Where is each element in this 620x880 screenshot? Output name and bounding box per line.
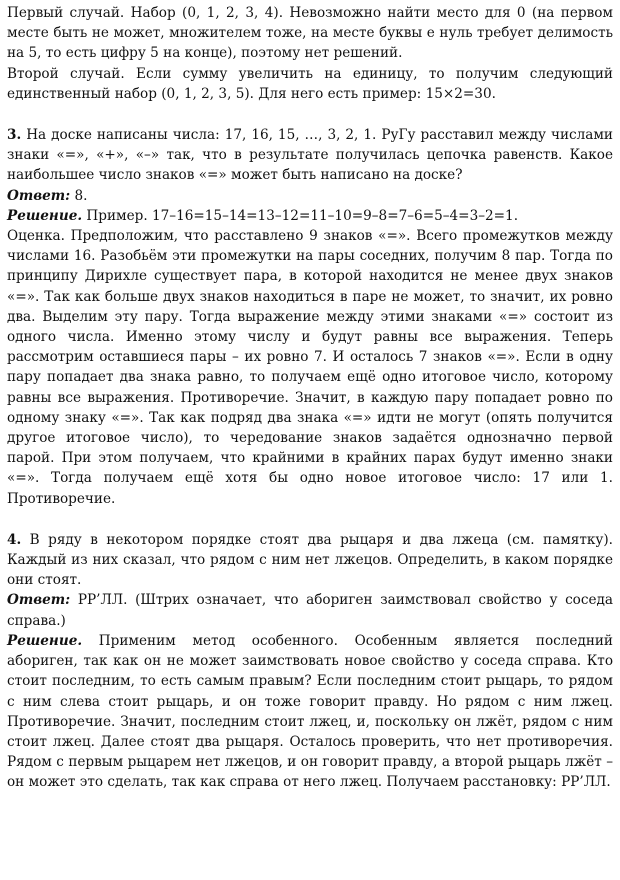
problem-4-text: В ряду в некотором порядке стоят два рыцаря и два лжеца (см. памятку). Каждый из них сказал, что рядом с ним нет лжецов. Определить, в каком порядке они стоят. xyxy=(7,531,613,589)
answer-label: Ответ: xyxy=(7,592,71,609)
problem-3-solution xyxy=(7,206,613,226)
solution-text: Применим метод особенного. Особенным является последний абориген, так как он не может заимствовать новое свойство у соседа справа. Кто стоит последним, то есть самым правым? Если последним стоит рыцарь, то рядом с ним слева стоит рыцарь, и он тоже говорит правду. Но рядом с ним лжец. Противоречие. Значит, последним стоит лжец, и, поскольку он лжёт, рядом с ним стоит лжец. Далее стоят два рыцаря. Осталось проверить, что нет противоречия. Рядом с первым рыцарем нет лжецов, и он говорит правду, а второй рыцарь лжёт – он может это сделать, так как справа от него лжец. Получаем расстановку: РР’ЛЛ. xyxy=(7,632,613,791)
answer-value: 8. xyxy=(74,187,88,204)
solution-example: Пример. 17–16=15–14=13–12=11–10=9–8=7–6=5–4=3–2=1. xyxy=(86,207,519,224)
problem-3-text: На доске написаны числа: 17, 16, 15, …, 3, 2, 1. РуГу расставил между числами знаки «=», «+», «–» так, что в результате получилась цепочка равенств. Какое наибольшее число знаков «=» может быть написано на доске? xyxy=(7,127,613,184)
problem-4-solution xyxy=(7,631,613,793)
answer-value: РР’ЛЛ. (Штрих означает, что абориген заимствовал свойство у соседа справа.) xyxy=(7,592,613,629)
section-gap xyxy=(7,509,613,530)
second-case-paragraph: Второй случай. Если сумму увеличить на единицу, то получим следующий единственный набор (0, 1, 2, 3, 5). Для него есть пример: 15×2=30. xyxy=(7,65,613,102)
solution-label: Решение. xyxy=(7,632,83,649)
problem-3-estimate: Оценка. Предположим, что расставлено 9 знаков «=». Всего промежутков между числами 16. Разобьём эти промежутки на пары соседних, получим 8 пар. Тогда по принципу Дирихле существует пара, в которой находится не менее двух знаков «=». Так как больше двух знаков находиться в паре не может, то значит, их ровно два. Выделим эту пару. Тогда выражение между этими знаками «=» состоит из одного числа. Именно этому числу и будут равны все выражения. Теперь рассмотрим оставшиеся пары – их ровно 7. И осталось 7 знаков «=». Если в одну пару попадает два знака равно, то получаем ещё одно итоговое число, которому равны все выражения. Противоречие. Значит, в каждую пару попадает ровно по одному знаку «=». Так как подряд два знака «=» идти не могут (опять получится другое итоговое число), то чередование знаков задаётся однозначно первой парой. При этом получаем, что крайними в крайних парах будут именно знаки «=». Тогда получаем ещё хотя бы одно новое итоговое число: 17 или 1. Противоречие. xyxy=(7,228,613,507)
problem-3-answer xyxy=(7,186,613,206)
problem-4-statement xyxy=(7,530,613,591)
first-case-paragraph: Первый случай. Набор (0, 1, 2, 3, 4). Невозможно найти место для 0 (на первом месте быть не может, множителем тоже, на месте буквы e нуль требует делимость на 5, то есть цифру 5 на конце), поэтому нет решений. xyxy=(7,5,613,62)
section-gap xyxy=(7,104,613,125)
problem-4-number: 4. xyxy=(7,531,22,548)
answer-label: Ответ: xyxy=(7,187,71,204)
problem-3-statement xyxy=(7,125,613,186)
solution-label: Решение. xyxy=(7,207,83,224)
problem-4-answer xyxy=(7,590,613,630)
problem-3-number: 3. xyxy=(7,127,22,144)
